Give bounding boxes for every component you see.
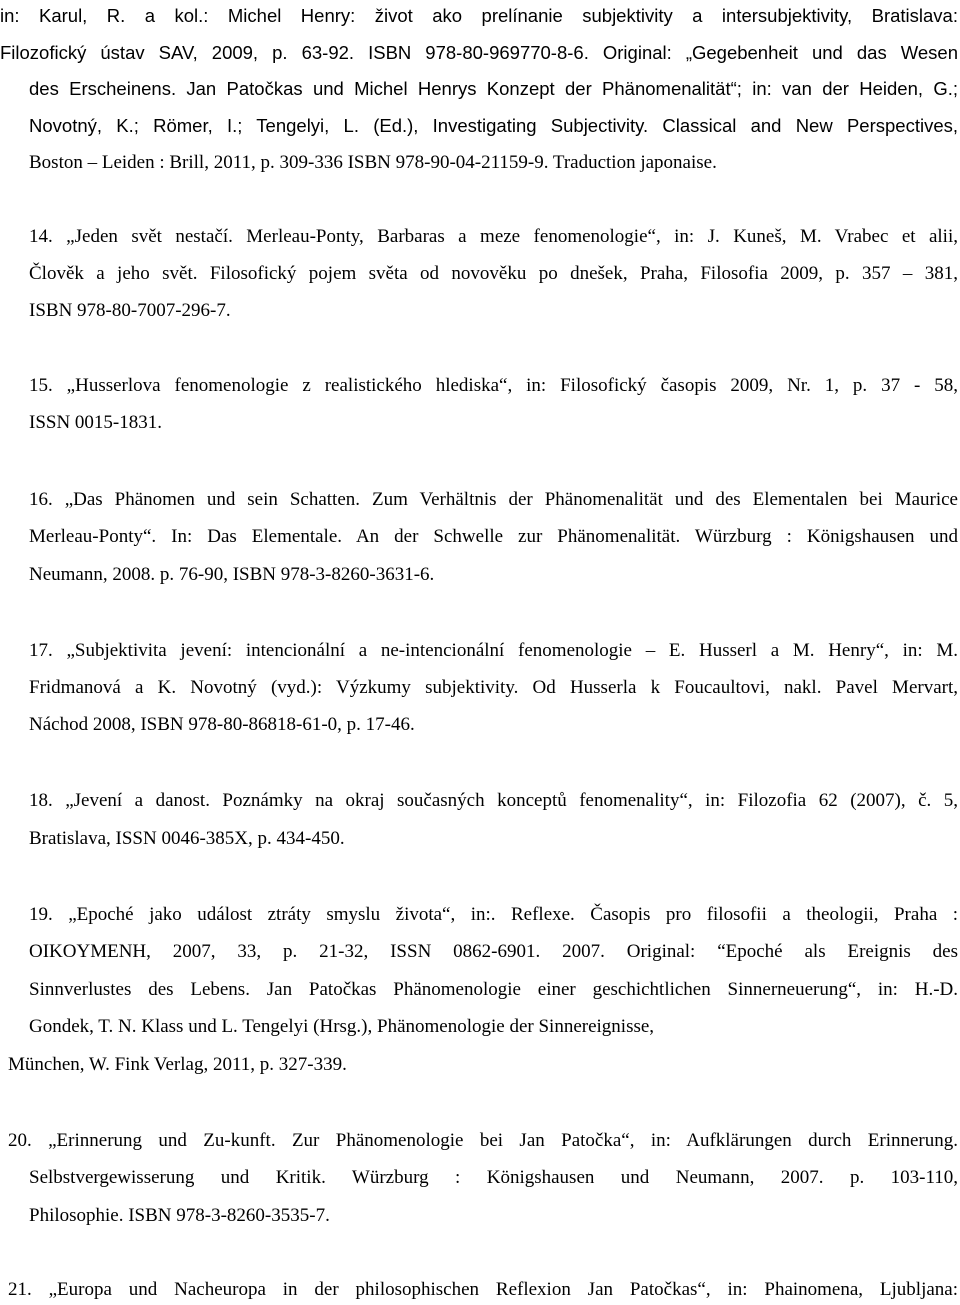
text-line: Selbstvergewisserung und Kritik. Würzburg : Königshausen und Neumann, 2007. p. 103-110, — [29, 1167, 958, 1188]
text-line: Merleau-Ponty“. In: Das Elementale. An der Schwelle zur Phänomenalität. Würzburg : Königshausen und — [29, 526, 958, 547]
text-line: Bratislava, ISSN 0046-385X, p. 434-450. — [29, 828, 345, 849]
list-item: 15. „Husserlova fenomenologie z realistického hlediska“, in: Filosofický časopis 2009, Nr. 1, p. 37 - 58, — [29, 375, 958, 396]
text-line: ISBN 978-80-7007-296-7. — [29, 300, 231, 321]
text-line: München, W. Fink Verlag, 2011, p. 327-339. — [8, 1054, 347, 1075]
text-line: OIKOYMENH, 2007, 33, p. 21-32, ISSN 0862-6901. 2007. Original: “Epoché als Ereignis des — [29, 941, 958, 962]
list-item: 19. „Epoché jako událost ztráty smyslu života“, in:. Reflexe. Časopis pro filosofii a theologii, Praha : — [29, 904, 958, 925]
text-line: Philosophie. ISBN 978-3-8260-3535-7. — [29, 1205, 330, 1226]
text-line: Člověk a jeho svět. Filosofický pojem světa od novověku po dnešek, Praha, Filosofia 2009, p. 357 – 381, — [29, 263, 958, 284]
list-item: 21. „Europa und Nacheuropa in der philosophischen Reflexion Jan Patočkas“, in: Phainomena, Ljubljana: — [8, 1279, 958, 1300]
text-line: ISSN 0015-1831. — [29, 412, 163, 433]
list-item: 16. „Das Phänomen und sein Schatten. Zum Verhältnis der Phänomenalität und des Elementalen bei Maurice — [29, 489, 958, 510]
text-line: Novotný, K.; Römer, I.; Tengelyi, L. (Ed.), Investigating Subjectivity. Classical and New Perspectives, — [29, 115, 958, 136]
list-item: 18. „Jevení a danost. Poznámky na okraj současných konceptů fenomenality“, in: Filozofia 62 (2007), č. 5, — [29, 790, 958, 811]
text-line: Boston – Leiden : Brill, 2011, p. 309-336 ISBN 978-90-04-21159-9. Traduction japonaise. — [29, 152, 717, 173]
text-line: Sinnverlustes des Lebens. Jan Patočkas Phänomenologie einer geschichtlichen Sinnerneuerung“, in: H.-D. — [29, 979, 958, 1000]
text-line: in: Karul, R. a kol.: Michel Henry: život ako prelínanie subjektivity a intersubjektivity, Bratislava: — [0, 5, 958, 26]
text-line: Neumann, 2008. p. 76-90, ISBN 978-3-8260-3631-6. — [29, 564, 435, 585]
text-line: Fridmanová a K. Novotný (vyd.): Výzkumy subjektivity. Od Husserla k Foucaultovi, nakl. Pavel Mervart, — [29, 677, 958, 698]
list-item: 20. „Erinnerung und Zu-kunft. Zur Phänomenologie bei Jan Patočka“, in: Aufklärungen durch Erinnerung. — [8, 1130, 958, 1151]
text-line: des Erscheinens. Jan Patočkas und Michel Henrys Konzept der Phänomenalität“; in: van der Heiden, G.; — [29, 78, 958, 99]
text-line: Gondek, T. N. Klass und L. Tengelyi (Hrsg.), Phänomenologie der Sinnereignisse, — [29, 1016, 655, 1037]
list-item: 14. „Jeden svět nestačí. Merleau-Ponty, Barbaras a meze fenomenologie“, in: J. Kuneš, M. Vrabec et alii, — [29, 226, 958, 247]
text-line: Náchod 2008, ISBN 978-80-86818-61-0, p. 17-46. — [29, 714, 415, 735]
list-item: 17. „Subjektivita jevení: intencionální a ne-intencionální fenomenologie – E. Husserl a M. Henry“, in: M. — [29, 640, 958, 661]
text-line: Filozofický ústav SAV, 2009, p. 63-92. ISBN 978-80-969770-8-6. Original: „Gegebenheit und das Wesen — [0, 42, 958, 63]
